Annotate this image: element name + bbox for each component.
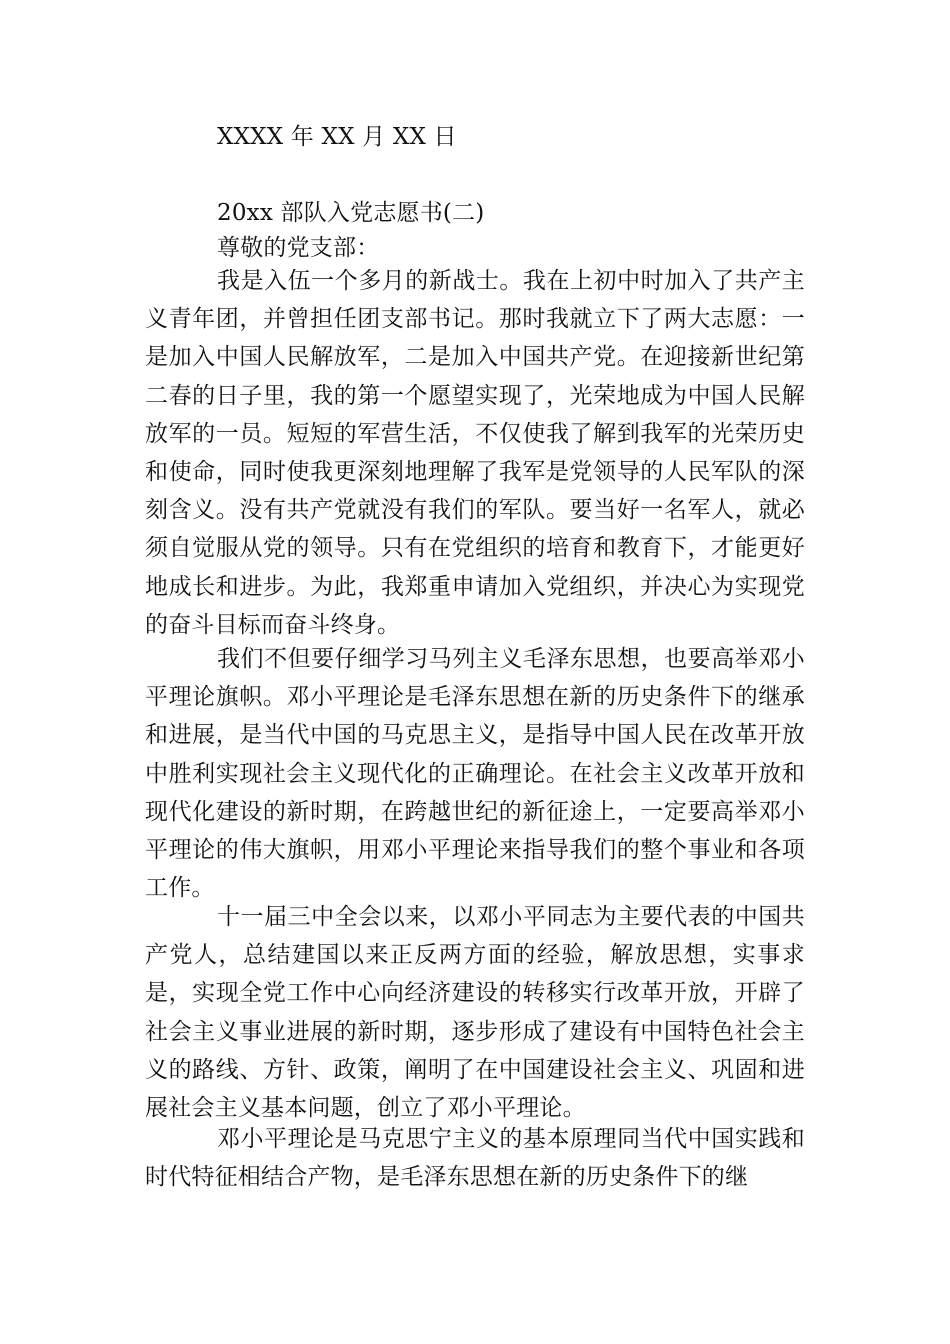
- paragraph-3: 十一届三中全会以来，以邓小平同志为主要代表的中国共产党人，总结建国以来正反两方面的经验，解放思想，实事求是，实现全党工作中心向经济建设的转移实行改革开放，开辟了社会主义事业进展的新时期，逐步形成了建设有中国特色社会主义的路线、方针、政策，阐明了在中国建设社会主义、巩固和进展社会主义基本问题，创立了邓小平理论。: [145, 904, 805, 1122]
- paragraph-1: 我是入伍一个多月的新战士。我在上初中时加入了共产主义青年团，并曾担任团支部书记。那时我就立下了两大志愿：一是加入中国人民解放军，二是加入中国共产党。在迎接新世纪第二春的日子里，我的第一个愿望实现了，光荣地成为中国人民解放军的一员。短短的军营生活，不仅使我了解到我军的光荣历史和使命，同时使我更深刻地理解了我军是党领导的人民军队的深刻含义。没有共产党就没有我们的军队。要当好一名军人，就必须自觉服从党的领导。只有在党组织的培育和教育下，才能更好地成长和进步。为此，我郑重申请加入党组织，并决心为实现党的奋斗目标而奋斗终身。: [145, 268, 805, 638]
- salutation: 尊敬的党支部：: [217, 235, 380, 261]
- date-line: XXXX 年 XX 月 XX 日: [217, 124, 457, 150]
- paragraph-4: 邓小平理论是马克思宁主义的基本原理同当代中国实践和时代特征相结合产物，是毛泽东思想在新的历史条件下的继: [145, 1126, 805, 1191]
- document-title: 20xx 部队入党志愿书(二): [217, 200, 485, 226]
- paragraph-2: 我们不但要仔细学习马列主义毛泽东思想，也要高举邓小平理论旗帜。邓小平理论是毛泽东思想在新的历史条件下的继承和进展，是当代中国的马克思主义，是指导中国人民在改革开放中胜利实现社会主义现代化的正确理论。在社会主义改革开放和现代化建设的新时期，在跨越世纪的新征途上，一定要高举邓小平理论的伟大旗帜，用邓小平理论来指导我们的整个事业和各项工作。: [145, 646, 805, 902]
